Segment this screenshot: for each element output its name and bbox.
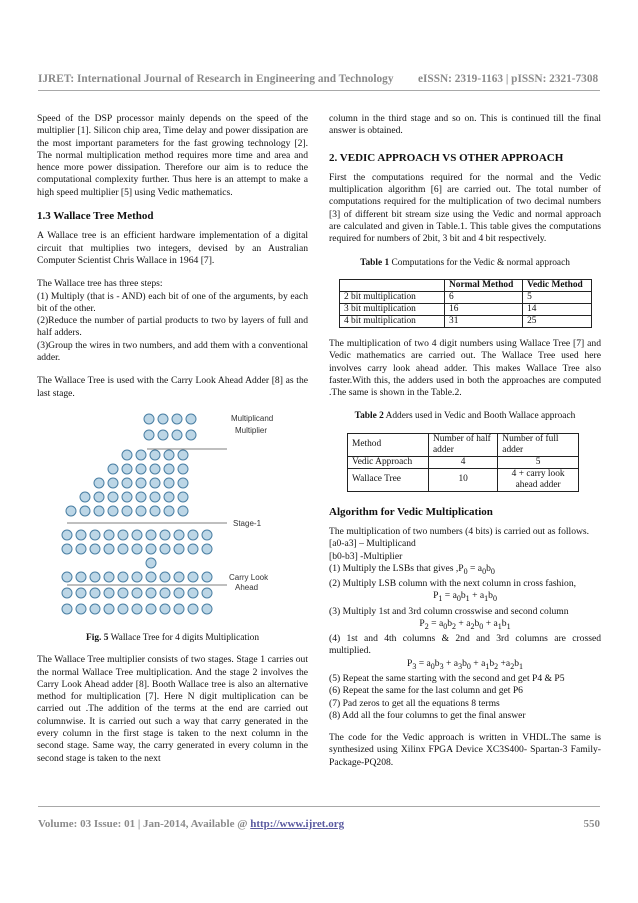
partial-product-dot bbox=[174, 544, 184, 554]
table-row: Normal Method Vedic Method bbox=[340, 279, 592, 291]
partial-product-dot bbox=[62, 544, 72, 554]
partial-product-dot bbox=[136, 492, 146, 502]
steps-list: The Wallace tree has three steps: (1) Multiply (that is - AND) each bit of one of the arguments, by each bit of the other. (2)Reduce the number of partial products to two by layers of full and half adders. (3)Group the wires in two numbers, and add them with a conventional adder. bbox=[37, 278, 308, 364]
partial-product-dot bbox=[186, 430, 196, 440]
partial-product-dot bbox=[62, 588, 72, 598]
partial-product-dot bbox=[144, 430, 154, 440]
partial-product-dot bbox=[132, 588, 142, 598]
partial-product-dot bbox=[136, 450, 146, 460]
paragraph: The Wallace Tree multiplier consists of two stages. Stage 1 carries out the normal Wallace Tree multiplication. And the stage 2 involves the Carry Look Ahead adder [8]. Booth Wallace tree is also an alternative method for multiplication [7]. Here N digit multiplication can be carried out .The addition of the terms at the end are carried out columnwise. It is carried out such a way that carry generated in the every column in the first stage is taken to the next column in the second stage. Same way, the carry generated in every column in the second stage is taken to the next bbox=[37, 654, 308, 764]
left-column bbox=[37, 113, 308, 776]
partial-product-dot bbox=[188, 604, 198, 614]
cla-label: Carry Look bbox=[229, 572, 269, 582]
table-caption: Table 1 Computations for the Vedic & normal approach bbox=[360, 257, 570, 268]
algorithm-steps: The multiplication of two numbers (4 bits) is carried out as follows. [a0-a3] – Multiplicand [b0-b3] -Multiplier (1) Multiply the LSBs that gives $,P_0 = a_0b_0$ (2) Multiply LSB column with the next column in cross fashion, $P_1 = a_0b_1 + a_1b_0$ (3) Multiply 1st and 3rd column crosswise and second column $P_2 = a_0b_2 + a_2b_0 + a_1b_1$ (4) 1st and 4th columns & 2nd and 3rd columns are crossed multiplied. $P_3 = a_0b_3 + a_3b_0 + a_1b_2 +a_2b_1$ (5) Repeat the same starting with the second and get P4 & P5 (6) Repeat the same for the last column and get P6 (7) Pad zeros to get all the equations 8 terms (8) Add all the four columns to get the final answer bbox=[329, 526, 601, 721]
partial-product-dot bbox=[174, 572, 184, 582]
partial-product-dot bbox=[146, 544, 156, 554]
partial-product-dot bbox=[132, 604, 142, 614]
figure-caption: Fig. 5 Wallace Tree for 4 digits Multiplication bbox=[85, 632, 260, 643]
journal-link[interactable]: http://www.ijret.org bbox=[250, 818, 345, 830]
cla-label: Ahead bbox=[235, 582, 259, 592]
issn: eISSN: 2319-1163 | pISSN: 2321-7308 bbox=[418, 73, 599, 85]
partial-product-dot bbox=[172, 430, 182, 440]
partial-product-dot bbox=[90, 604, 100, 614]
table-row: 2 bit multiplication 6 5 bbox=[340, 291, 592, 303]
partial-product-dot bbox=[178, 478, 188, 488]
partial-product-dot bbox=[90, 530, 100, 540]
partial-product-dot bbox=[136, 478, 146, 488]
partial-product-dot bbox=[90, 588, 100, 598]
partial-product-dot bbox=[188, 544, 198, 554]
partial-product-dot bbox=[108, 478, 118, 488]
paragraph: The multiplication of two 4 digit numbers using Wallace Tree [7] and Vedic mathematics are carried out. The Wallace Tree used here involves carry look ahead adder. This makes Wallace Tree also faster.With this, the adders used in both the approaches are computed .The same is shown in the Table.2. bbox=[329, 337, 601, 399]
running-header bbox=[38, 73, 600, 85]
partial-product-dot bbox=[122, 506, 132, 516]
partial-product-dot bbox=[160, 572, 170, 582]
paragraph: The Wallace Tree is used with the Carry Look Ahead Adder [8] as the last stage. bbox=[37, 375, 308, 399]
right-column bbox=[329, 113, 601, 780]
partial-product-dot bbox=[150, 464, 160, 474]
partial-product-dot bbox=[150, 450, 160, 460]
partial-product-dot bbox=[94, 506, 104, 516]
partial-product-dot bbox=[174, 604, 184, 614]
partial-product-dot bbox=[150, 492, 160, 502]
partial-product-dot bbox=[66, 506, 76, 516]
partial-product-dot bbox=[122, 450, 132, 460]
section-heading: Algorithm for Vedic Multiplication bbox=[329, 505, 493, 518]
partial-product-dot bbox=[104, 604, 114, 614]
stage1-label: Stage-1 bbox=[233, 518, 262, 528]
paragraph: Speed of the DSP processor mainly depends on the speed of the multiplier [1]. Silicon chip area, Time delay and power dissipation are the most important parameters for the fast growing technology [2]. The normal multiplication method requires more time and area and hence more power dissipation. Therefore our aim is to reduce the computational complexity further. Thus here is an attempt to make a high speed multiplier [5] using Vedic mathematics. bbox=[37, 113, 308, 198]
partial-product-dot bbox=[160, 530, 170, 540]
table-computations bbox=[339, 279, 592, 328]
partial-product-dot bbox=[160, 544, 170, 554]
partial-product-dot bbox=[118, 588, 128, 598]
partial-product-dot bbox=[122, 492, 132, 502]
partial-product-dot bbox=[108, 492, 118, 502]
partial-product-dot bbox=[188, 530, 198, 540]
wallace-tree-figure bbox=[37, 411, 308, 626]
partial-product-dot bbox=[202, 530, 212, 540]
partial-product-dot bbox=[164, 450, 174, 460]
journal-name: IJRET: International Journal of Research in Engineering and Technology bbox=[38, 73, 394, 85]
multiplicand-label: Multiplicand bbox=[231, 413, 274, 423]
partial-product-dot bbox=[132, 544, 142, 554]
partial-product-dot bbox=[94, 478, 104, 488]
section-heading: 2. VEDIC APPROACH VS OTHER APPROACH bbox=[329, 151, 564, 164]
partial-product-dot bbox=[76, 588, 86, 598]
partial-product-dot bbox=[172, 414, 182, 424]
partial-product-dot bbox=[80, 492, 90, 502]
partial-product-dot bbox=[178, 450, 188, 460]
footer-rule bbox=[38, 806, 600, 807]
partial-product-dot bbox=[62, 530, 72, 540]
partial-product-dot bbox=[146, 604, 156, 614]
partial-product-dot bbox=[188, 572, 198, 582]
partial-product-dot bbox=[202, 544, 212, 554]
partial-product-dot bbox=[118, 572, 128, 582]
partial-product-dot bbox=[136, 464, 146, 474]
partial-product-dot bbox=[108, 506, 118, 516]
partial-product-dot bbox=[160, 588, 170, 598]
partial-product-dot bbox=[122, 464, 132, 474]
partial-product-dot bbox=[104, 572, 114, 582]
partial-product-dot bbox=[202, 604, 212, 614]
partial-product-dot bbox=[76, 604, 86, 614]
partial-product-dot bbox=[146, 530, 156, 540]
partial-product-dot bbox=[80, 506, 90, 516]
paragraph: The multiplication of two numbers (4 bits) is carried out as follows. bbox=[329, 526, 590, 538]
partial-product-dot bbox=[90, 544, 100, 554]
table-row: 3 bit multiplication 16 14 bbox=[340, 303, 592, 315]
table-row: Method Number of half adder Number of full adder bbox=[348, 433, 579, 456]
partial-product-dot bbox=[104, 530, 114, 540]
partial-product-dot bbox=[144, 414, 154, 424]
section-heading: 1.3 Wallace Tree Method bbox=[37, 210, 154, 223]
partial-product-dot bbox=[174, 530, 184, 540]
partial-product-dot bbox=[94, 492, 104, 502]
table-adders bbox=[347, 433, 579, 492]
partial-product-dot bbox=[164, 506, 174, 516]
partial-product-dot bbox=[118, 530, 128, 540]
partial-product-dot bbox=[104, 544, 114, 554]
partial-product-dot bbox=[158, 430, 168, 440]
partial-product-dot bbox=[164, 492, 174, 502]
partial-product-dot bbox=[202, 588, 212, 598]
table-caption: Table 2 Adders used in Vedic and Booth Wallace approach bbox=[354, 411, 576, 422]
partial-product-dot bbox=[160, 604, 170, 614]
multiplier-label: Multiplier bbox=[235, 425, 268, 435]
paragraph: The code for the Vedic approach is written in VHDL.The same is synthesized using Xilinx FPGA Device XC3S400- Spartan-3 Family-Package-PQ208. bbox=[329, 732, 601, 768]
partial-product-dot bbox=[136, 506, 146, 516]
partial-product-dot bbox=[150, 506, 160, 516]
paragraph: First the computations required for the normal and the Vedic multiplication algorithm [6] are carried out. The total number of computations required for the multiplication of two decimal numbers [3] of different bit stream size using the Vedic and normal approach are calculated and given in Table.1. This table gives the computations required for numbers of 2bit, 3 bit and 4 bit respectively. bbox=[329, 171, 601, 245]
partial-product-dot bbox=[122, 478, 132, 488]
partial-product-dot bbox=[164, 464, 174, 474]
partial-product-dot bbox=[178, 464, 188, 474]
partial-product-dot bbox=[76, 530, 86, 540]
table-row: Wallace Tree 10 4 + carry look ahead adder bbox=[348, 468, 579, 491]
partial-product-dot bbox=[62, 604, 72, 614]
partial-product-dot bbox=[202, 572, 212, 582]
paragraph: A Wallace tree is an efficient hardware implementation of a digital circuit that multiplies two integers, devised by an Australian Computer Scientist Chris Wallace in 1964 [7]. bbox=[37, 230, 308, 266]
table-row: 4 bit multiplication 31 25 bbox=[340, 315, 592, 327]
partial-product-dot bbox=[178, 506, 188, 516]
partial-product-dot bbox=[174, 588, 184, 598]
partial-product-dot bbox=[90, 572, 100, 582]
partial-product-dot bbox=[118, 544, 128, 554]
partial-product-dot bbox=[186, 414, 196, 424]
partial-product-dot bbox=[164, 478, 174, 488]
partial-product-dot bbox=[158, 414, 168, 424]
header-rule bbox=[38, 90, 600, 91]
partial-product-dot bbox=[62, 572, 72, 582]
partial-product-dot bbox=[132, 530, 142, 540]
partial-product-dot bbox=[146, 588, 156, 598]
partial-product-dot bbox=[150, 478, 160, 488]
table-row: Vedic Approach 4 5 bbox=[348, 456, 579, 468]
partial-product-dot bbox=[146, 572, 156, 582]
paragraph: column in the third stage and so on. This is continued till the final answer is obtained. bbox=[329, 113, 601, 137]
partial-product-dot bbox=[76, 572, 86, 582]
partial-product-dot bbox=[104, 588, 114, 598]
partial-product-dot bbox=[132, 572, 142, 582]
partial-product-dot bbox=[178, 492, 188, 502]
partial-product-dot bbox=[76, 544, 86, 554]
partial-product-dot bbox=[146, 558, 156, 568]
partial-product-dot bbox=[188, 588, 198, 598]
footer: Volume: 03 Issue: 01 | Jan-2014, Available @ http://www.ijret.org 550 bbox=[38, 818, 600, 830]
partial-product-dot bbox=[108, 464, 118, 474]
partial-product-dot bbox=[118, 604, 128, 614]
page-number: 550 bbox=[583, 818, 600, 830]
